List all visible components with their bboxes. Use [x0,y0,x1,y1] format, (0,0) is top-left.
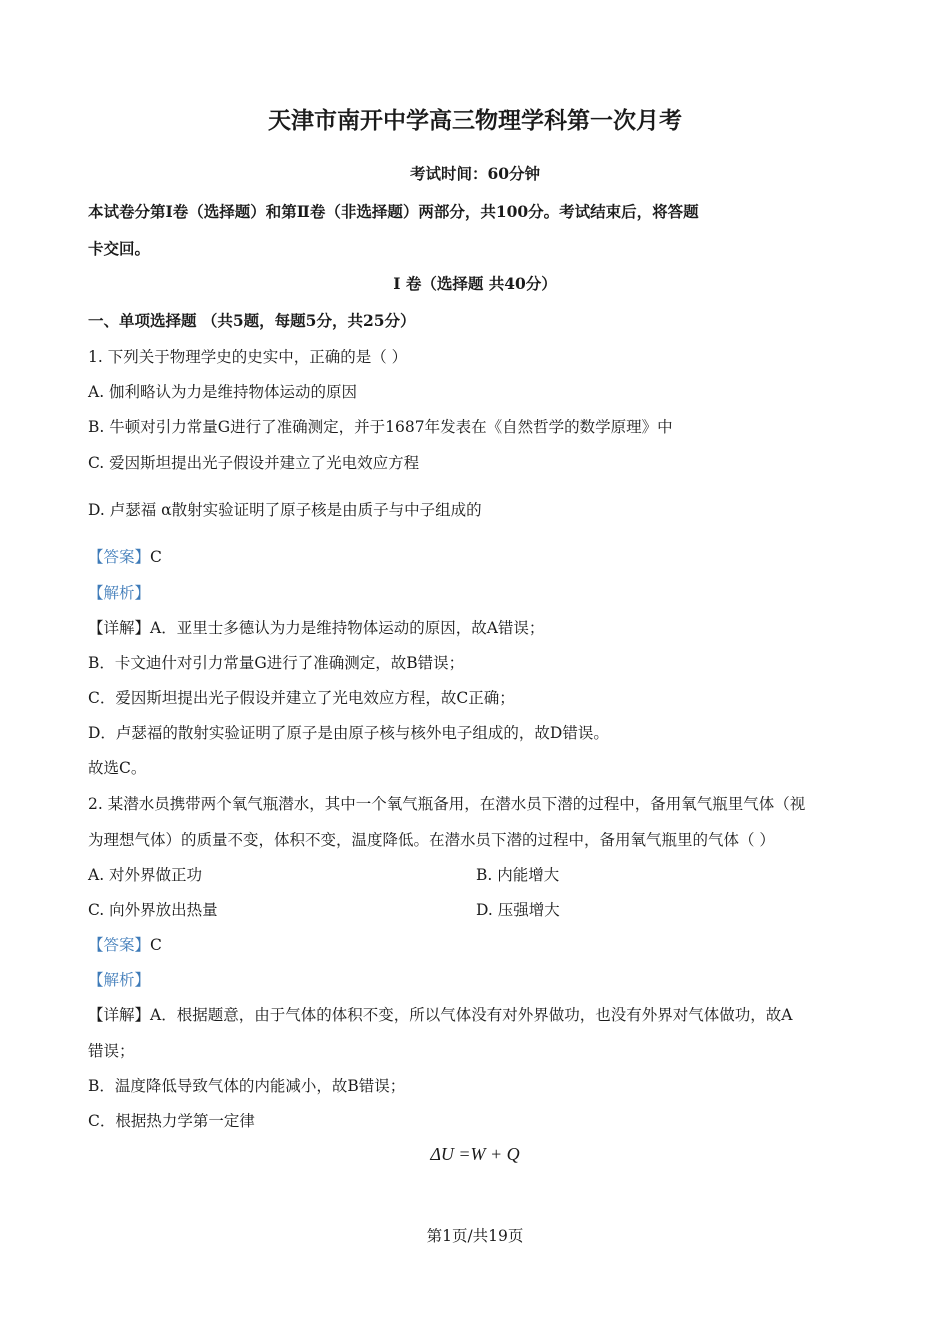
intro-line-2: 卡交回。 [88,239,151,258]
intro-line-1: 本试卷分第Ⅰ卷（选择题）和第Ⅱ卷（非选择题）两部分，共100分。考试结束后，将答题 [88,202,699,221]
q1-detail-d: D．卢瑟福的散射实验证明了原子是由原子核与核外电子组成的，故D错误。 [88,724,609,742]
q2-detail-a-2: 错误； [88,1042,135,1060]
q2-detail-a-1 [88,1004,862,1026]
answer-tag: 【答案】 [88,936,151,954]
section-title: Ⅰ 卷（选择题 共40分） [393,274,557,293]
q2-option-d: D. 压强增大 [476,901,560,919]
detail-tag: 【详解】 [88,619,151,637]
detail-text: A．根据题意，由于气体的体积不变，所以气体没有对外界做功，也没有外界对气体做功，故A [150,1006,793,1024]
q1-option-d: D. 卢瑟福 α散射实验证明了原子核是由质子与中子组成的 [88,501,482,519]
page-title: 天津市南开中学高三物理学科第一次月考 [268,107,682,134]
q1-detail-b: B．卡文迪什对引力常量G进行了准确测定，故B错误； [88,654,465,672]
answer-tag: 【答案】 [88,548,151,566]
q1-option-a: A. 伽利略认为力是维持物体运动的原因 [88,383,358,401]
page-footer: 第1页/共19页 [426,1227,524,1245]
q1-answer [88,546,862,568]
exam-time: 考试时间：60分钟 [409,164,541,183]
q2-stem-2: 为理想气体）的质量不变，体积不变，温度降低。在潜水员下潜的过程中，备用氧气瓶里的气体（ ） [88,831,775,849]
q1-detail-c: C．爱因斯坦提出光子假设并建立了光电效应方程，故C正确； [88,689,515,707]
detail-text: A．亚里士多德认为力是维持物体运动的原因，故A错误； [150,619,545,637]
q2-answer [88,934,862,956]
q2-stem-1: 2. 某潜水员携带两个氧气瓶潜水，其中一个氧气瓶备用，在潜水员下潜的过程中，备用氧气瓶里气体（视 [88,795,806,813]
q2-analysis-tag: 【解析】 [88,971,151,989]
q2-option-c: C. 向外界放出热量 [88,901,218,919]
q1-option-c: C. 爱因斯坦提出光子假设并建立了光电效应方程 [88,454,420,472]
q2-detail-b: B．温度降低导致气体的内能减小，故B错误； [88,1077,406,1095]
q2-option-a: A. 对外界做正功 [88,866,203,884]
answer-value: C [150,548,162,566]
answer-value: C [150,936,162,954]
part-title: 一、单项选择题 （共5题，每题5分，共25分） [88,311,416,330]
q1-detail-a [88,617,862,639]
q2-detail-c: C．根据热力学第一定律 [88,1112,255,1130]
formula-first-law: ΔU =W + Q [430,1144,520,1164]
detail-tag: 【详解】 [88,1006,151,1024]
q1-conclusion: 故选C。 [88,759,147,777]
q1-option-b: B. 牛顿对引力常量G进行了准确测定，并于1687年发表在《自然哲学的数学原理》中 [88,418,673,436]
q1-analysis-tag: 【解析】 [88,584,151,602]
q1-stem: 1. 下列关于物理学史的史实中，正确的是（ ） [88,348,408,366]
q2-option-b: B. 内能增大 [476,866,560,884]
